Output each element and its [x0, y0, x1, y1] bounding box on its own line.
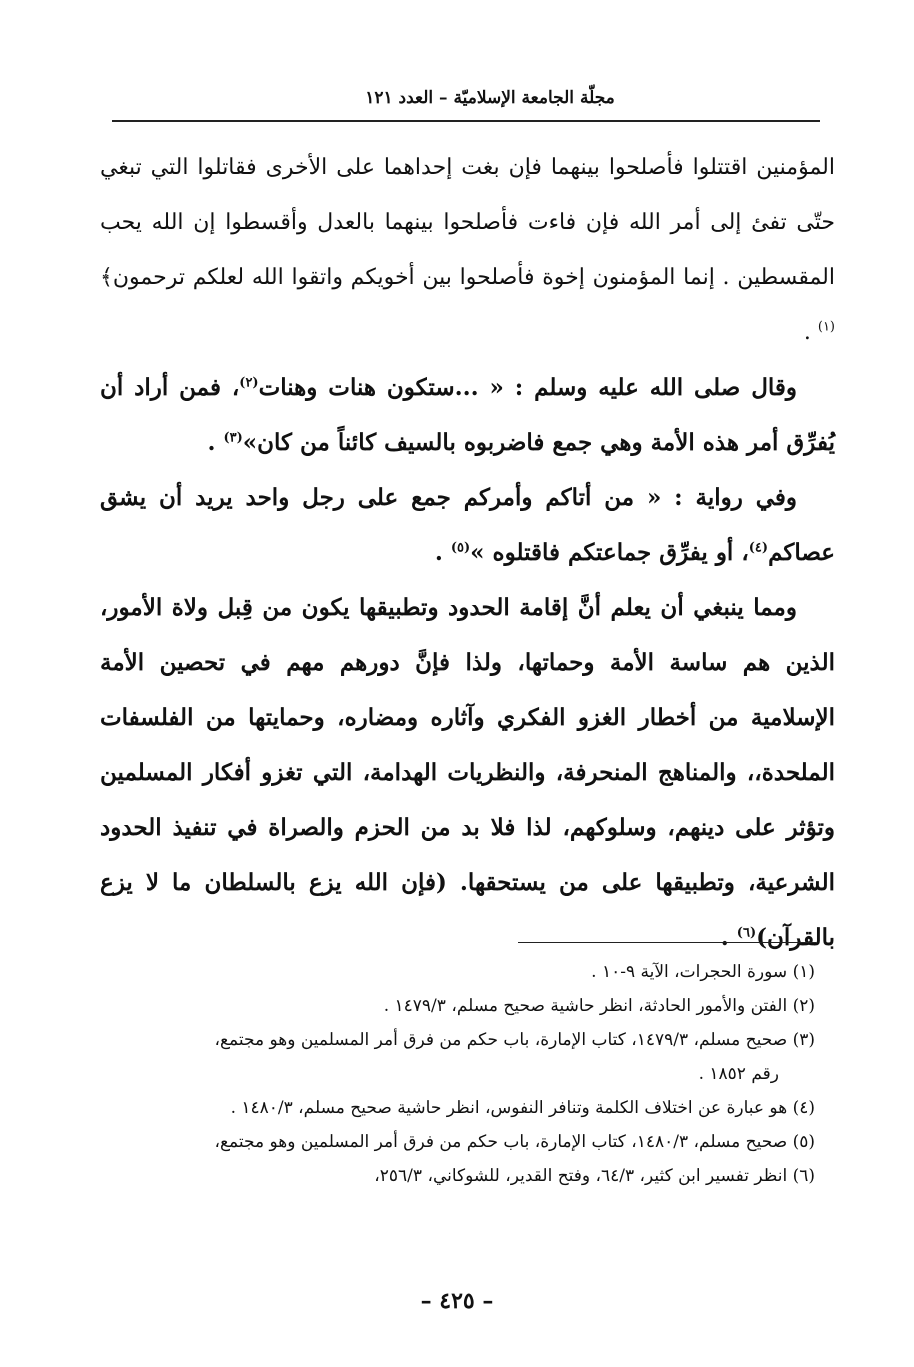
discussion-text: ومما ينبغي أن يعلم أنَّ إقامة الحدود وتطبيقها يكون من قِبل ولاة الأمور، الذين هم ساسة الأمة وحماتها، ولذا فإنَّ دورهم مهم في تحصين الأمة الإسلامية من أخطار الغزو الفكري وآثاره ومضاره، وحمايتها من الفلسفات الملحدة،، والمناهج المنحرفة، والنظريات الهدامة، التي تغزو أفكار المسلمين وتؤثر على دينهم، وسلوكهم، لذا فلا بد من الحزم والصراة في تنفيذ الحدود الشرعية، وتطبيقها على من يستحقها. (فإن الله يزع بالسلطان ما لا يزع بالقرآن) [100, 594, 835, 951]
footnote-6: (٦) انظر تفسير ابن كثير، ٦٤/٣، وفتح القدير، للشوكاني، ٢٥٦/٣، [374, 1166, 815, 1186]
narration-text-b: ، أو يفرِّق جماعتكم فاقتلوه » [470, 539, 749, 566]
running-title: مجلّة الجامعة الإسلاميّة – العدد ١٢١ [365, 88, 615, 108]
discussion-paragraph [100, 580, 835, 965]
header-divider [112, 120, 820, 122]
hadith-paragraph [100, 360, 835, 470]
footnote-ref-2: (٢) [239, 375, 259, 391]
footnote-ref-1: (١) [817, 319, 835, 335]
footnote-2: (٢) الفتن والأمور الحادثة، انظر حاشية صحيح مسلم، ١٤٧٩/٣ . [383, 996, 815, 1016]
hadith-end: . [207, 429, 224, 456]
footnote-ref-6: (٦) [736, 925, 757, 941]
main-text [100, 140, 835, 965]
page-number: – ٤٢٥ – [420, 1288, 494, 1314]
footnote-4: (٤) هو عبارة عن اختلاف الكلمة وتنافر النفوس، انظر حاشية صحيح مسلم، ١٤٨٠/٣ . [230, 1098, 815, 1118]
footnotes [100, 955, 815, 1193]
hadith-text-a: وقال صلى الله عليه وسلم : « ...ستكون هنات وهنات [258, 374, 798, 401]
footnote-ref-4: (٤) [748, 540, 769, 556]
discussion-end: . [720, 924, 737, 951]
verse-text: المؤمنين اقتتلوا فأصلحوا بينهما فإن بغت إحداهما على الأخرى فقاتلوا التي تبغي حتّى تفئ إلى أمر الله فإن فاءت فأصلحوا بينهما بالعدل وأقسطوا إن الله يحب المقسطين . إنما المؤمنون إخوة فأصلحوا بين أخويكم واتقوا الله لعلكم ترحمون﴾ [100, 155, 835, 290]
footnote-divider [518, 942, 816, 943]
hadith-text-b: ، فمن أراد أن يُفرِّق أمر هذه الأمة وهي جمع فاضربوه بالسيف كائناً من كان» [100, 374, 835, 456]
narration-paragraph [100, 470, 835, 580]
footnote-3: (٣) صحيح مسلم، ١٤٧٩/٣، كتاب الإمارة، باب حكم من فرق أمر المسلمين وهو مجتمع، [214, 1030, 815, 1050]
verse-end: . [803, 320, 818, 345]
narration-text-a: وفي رواية : « من أتاكم وأمركم جمع على رجل واحد يريد أن يشق عصاكم [100, 484, 835, 566]
footnote-ref-5: (٥) [450, 540, 471, 556]
footnote-3-continued: رقم ١٨٥٢ . [698, 1064, 779, 1084]
quran-verse-paragraph [100, 140, 835, 360]
footnote-1: (١) سورة الحجرات، الآية ٩-١٠ . [591, 962, 815, 982]
footnote-5: (٥) صحيح مسلم، ١٤٨٠/٣، كتاب الإمارة، باب حكم من فرق أمر المسلمين وهو مجتمع، [214, 1132, 815, 1152]
narration-end: . [434, 539, 451, 566]
footnote-ref-3: (٣) [223, 430, 243, 446]
